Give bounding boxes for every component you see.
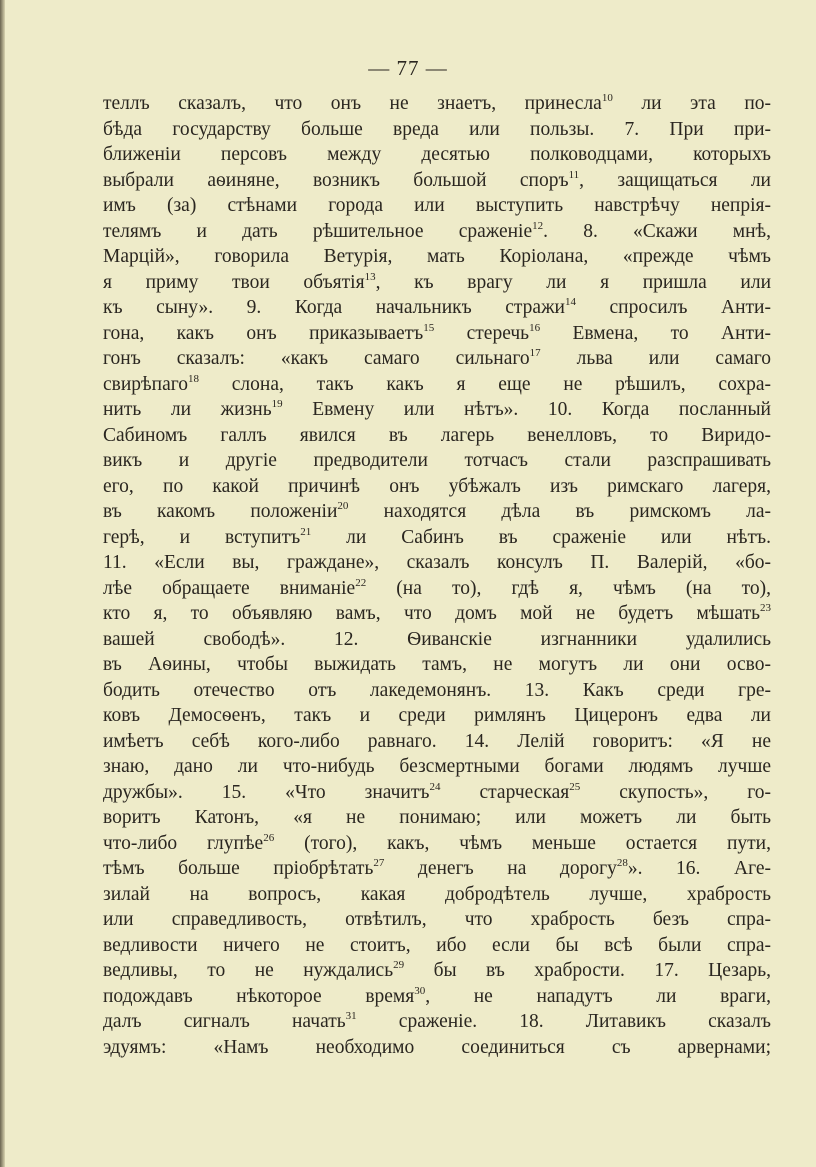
text-segment: ли эта по- <box>612 93 771 114</box>
text-segment: телямъ и дать рѣшительное сраженіе <box>103 220 533 242</box>
text-segment: вашей свободѣ». 12. Ѳиванскіе изгнанники удалились <box>103 628 771 650</box>
text-segment: спросилъ Анти- <box>575 297 771 318</box>
text-segment: гона, какъ онъ приказываетъ <box>103 322 424 344</box>
text-segment: тѣмъ больше пріобрѣтать <box>103 858 374 879</box>
text-line <box>103 91 771 117</box>
text-line <box>103 576 771 602</box>
text-line <box>103 270 771 296</box>
text-segment: дружбы». 15. «Что значитъ <box>103 781 430 803</box>
text-line <box>103 397 771 423</box>
text-line <box>103 831 771 857</box>
text-segment: къ сыну». 9. Когда начальникъ стражи <box>103 297 565 318</box>
footnote-marker: 24 <box>429 780 441 793</box>
body-text <box>103 91 771 1060</box>
page-number: — 77 — <box>368 56 448 80</box>
text-segment: эдуямъ: «Намъ необходимо соединиться съ арвернами; <box>103 1036 771 1058</box>
text-segment: свирѣпаго <box>103 373 188 395</box>
text-line <box>103 780 771 806</box>
text-segment: Марцій», говорила Ветурія, мать Коріолана, «прежде чѣмъ <box>103 246 771 267</box>
text-line <box>103 474 771 500</box>
text-segment: Евмена, то Анти- <box>540 322 772 344</box>
text-segment: знаю, дано ли что-нибудь безсмертными богами людямъ лучше <box>103 756 771 777</box>
text-line <box>103 321 771 347</box>
text-segment: льва или самаго <box>540 348 771 369</box>
text-segment: ближеніи персовъ между десятью полководцами, которыхъ <box>103 144 771 165</box>
text-segment: я приму твои объятія <box>103 271 365 293</box>
text-segment: зилай на вопросъ, какая добродѣтель лучше, храбрость <box>103 883 771 905</box>
text-segment: имъ (за) стѣнами города или выступить навстрѣчу непрія- <box>103 195 771 216</box>
text-segment: гонъ сказалъ: «какъ самаго сильнаго <box>103 348 530 369</box>
text-segment: (того), какъ, чѣмъ меньше остается пути, <box>274 832 771 854</box>
text-line <box>103 882 771 908</box>
text-segment: или справедливость, отвѣтилъ, что храбрость безъ спра- <box>103 909 771 930</box>
footnote-marker: 31 <box>345 1010 357 1022</box>
text-line <box>103 372 771 398</box>
text-segment: въ какомъ положеніи <box>103 501 338 522</box>
text-line <box>103 550 771 576</box>
text-segment: , къ врагу ли я пришла или <box>375 271 772 293</box>
text-segment: , не нападутъ ли враги, <box>425 985 771 1007</box>
text-segment: теллъ сказалъ, что онъ не знаетъ, принесла <box>103 93 602 114</box>
footnote-marker: 27 <box>373 857 385 869</box>
text-line <box>103 754 771 780</box>
footnote-marker: 12 <box>532 219 544 232</box>
text-segment: , защищаться ли <box>579 169 771 191</box>
text-line <box>103 346 771 372</box>
footnote-marker: 21 <box>300 525 312 538</box>
text-line <box>103 652 771 678</box>
text-segment: ковъ Демосѳенъ, такъ и среди римлянъ Цицеронъ едва ли <box>103 705 771 726</box>
text-line <box>103 423 771 449</box>
text-line <box>103 958 771 984</box>
text-line <box>103 627 771 653</box>
text-segment: кто я, то объявляю вамъ, что домъ мой не будетъ мѣшать <box>103 603 760 624</box>
text-segment: воритъ Катонъ, «я не понимаю; или можетъ ли быть <box>103 807 771 828</box>
text-line <box>103 448 771 474</box>
text-segment: его, по какой причинѣ онъ убѣжалъ изъ римскаго лагеря, <box>103 475 771 497</box>
book-binding-edge <box>0 0 5 1167</box>
text-line <box>103 295 771 321</box>
text-segment: скупость», го- <box>580 781 771 803</box>
footnote-marker: 20 <box>337 500 349 512</box>
footnote-marker: 13 <box>364 270 376 283</box>
text-line <box>103 117 771 143</box>
footnote-marker: 30 <box>414 984 426 997</box>
text-segment: ли Сабинъ въ сраженіе или нѣтъ. <box>311 526 771 548</box>
text-segment: ведливы, то не нуждались <box>103 960 394 981</box>
text-segment: сраженіе. 18. Литавикъ сказалъ <box>356 1011 771 1032</box>
text-segment: бы въ храбрости. 17. Цезарь, <box>404 960 771 981</box>
footnote-marker: 29 <box>393 959 405 971</box>
text-segment: викъ и другіе предводители тотчасъ стали разспрашивать <box>103 450 771 471</box>
footnote-marker: 28 <box>616 857 628 869</box>
text-segment: бѣда государству больше вреда или пользы. 7. При при- <box>103 118 771 140</box>
footnote-marker: 23 <box>760 602 771 614</box>
text-segment: выбрали аѳиняне, возникъ большой споръ <box>103 169 569 191</box>
text-line <box>103 219 771 245</box>
text-segment: слона, такъ какъ я еще не рѣшилъ, сохра- <box>199 373 771 395</box>
footnote-marker: 14 <box>564 296 576 308</box>
text-line <box>103 142 771 168</box>
text-segment: денегъ на дорогу <box>384 858 617 879</box>
text-segment: подождавъ нѣкоторое время <box>103 985 415 1007</box>
text-line <box>103 984 771 1010</box>
text-segment: герѣ, и вступитъ <box>103 526 301 548</box>
footnote-marker: 22 <box>355 576 367 589</box>
text-line <box>103 168 771 194</box>
text-line <box>103 933 771 959</box>
footnote-marker: 25 <box>569 780 581 793</box>
text-segment: нить ли жизнь <box>103 399 272 420</box>
text-segment: (на то), гдѣ я, чѣмъ (на то), <box>366 577 771 599</box>
footnote-marker: 19 <box>271 398 283 410</box>
text-segment: стеречь <box>434 322 530 344</box>
text-segment: Евмену или нѣтъ». 10. Когда посланный <box>282 399 771 420</box>
text-segment: находятся дѣла въ римскомъ ла- <box>348 501 771 522</box>
footnote-marker: 15 <box>423 321 435 334</box>
footnote-marker: 18 <box>188 372 199 385</box>
text-segment: ведливости ничего не стоитъ, ибо если бы всѣ были спра- <box>103 934 771 956</box>
text-segment: 11. «Если вы, граждане», сказалъ консулъ П. Валерій, «бо- <box>103 552 771 573</box>
footnote-marker: 11 <box>568 168 580 181</box>
footnote-marker: 10 <box>601 92 613 104</box>
text-line <box>103 244 771 270</box>
text-segment: что-либо глупѣе <box>103 832 264 854</box>
text-segment: старческая <box>440 781 570 803</box>
text-line <box>103 1035 771 1061</box>
text-line <box>103 907 771 933</box>
text-segment: въ Аѳины, чтобы выжидать тамъ, не могутъ ли они осво- <box>103 654 771 675</box>
text-line <box>103 525 771 551</box>
footnote-marker: 16 <box>529 321 541 334</box>
text-segment: имѣетъ себѣ кого-либо равнаго. 14. Лелій говоритъ: «Я не <box>103 730 771 752</box>
text-line <box>103 678 771 704</box>
text-line <box>103 703 771 729</box>
text-segment: лѣе обращаете вниманіе <box>103 577 356 599</box>
text-segment: ». 16. Аге- <box>627 858 771 879</box>
text-line <box>103 856 771 882</box>
text-line <box>103 805 771 831</box>
text-line <box>103 729 771 755</box>
text-segment: бодить отечество отъ лакедемонянъ. 13. Какъ среди гре- <box>103 679 771 701</box>
footnote-marker: 26 <box>263 831 275 844</box>
text-segment: . 8. «Скажи мнѣ, <box>543 220 771 242</box>
text-line <box>103 1009 771 1035</box>
text-line <box>103 601 771 627</box>
text-line <box>103 193 771 219</box>
text-segment: далъ сигналъ начать <box>103 1011 346 1032</box>
text-segment: Сабиномъ галлъ явился въ лагерь венелловъ, то Виридо- <box>103 424 771 446</box>
footnote-marker: 17 <box>529 347 541 359</box>
text-line <box>103 499 771 525</box>
